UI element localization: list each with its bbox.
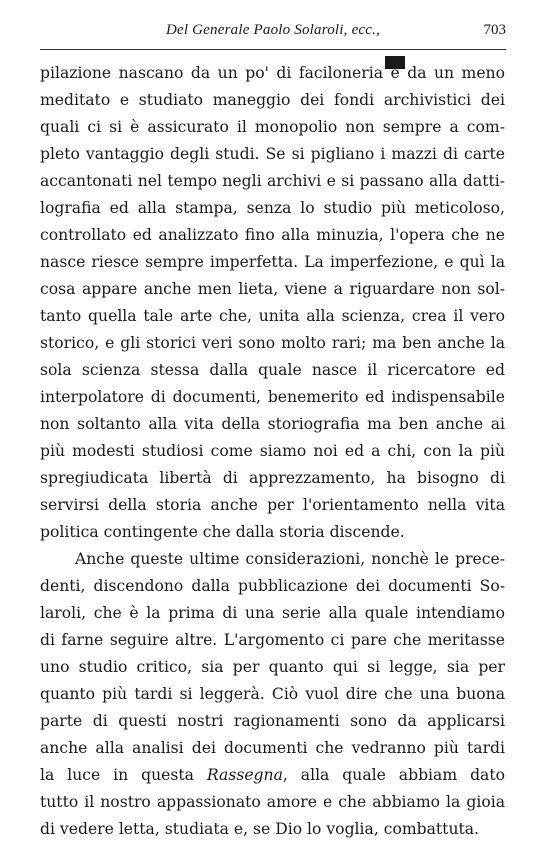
text-line: parte di questi nostri ragionamenti sono da applicarsi (40, 712, 505, 730)
text-line: politica contingente che dalla storia discende. (40, 523, 405, 541)
text-line: tanto quella tale arte che, unita alla scienza, crea il vero (40, 307, 505, 325)
journal-name: Rassegna (206, 766, 283, 784)
page-number: 703 (483, 22, 506, 38)
text-line: meditato e studiato maneggio dei fondi archivistici dei (40, 91, 505, 109)
text-line: servirsi della storia anche per l'orientamento nella vita (40, 496, 505, 514)
text-line: uno studio critico, sia per quanto qui si legge, sia per (40, 658, 505, 676)
text-line: di farne seguire altre. L'argomento ci pare che meritasse (40, 631, 505, 649)
text-line: nasce riesce sempre imperfetta. La imperfezione, e quì la (40, 253, 505, 271)
text-line: la luce in questa Rassegna, alla quale abbiam dato (40, 766, 505, 784)
paragraph-1 (40, 60, 505, 546)
paragraph-2 (40, 546, 505, 843)
text-line: cosa appare anche men lieta, viene a riguardare non sol- (40, 280, 505, 298)
body-text (40, 60, 505, 843)
text-line: più modesti studiosi come siamo noi ed a chi, con la più (40, 442, 505, 460)
text-line: tutto il nostro appassionato amore e che abbiamo la gioia (40, 793, 505, 811)
text-line: controllato ed analizzato fino alla minuzia, l'opera che ne (40, 226, 505, 244)
text-line: quanto più tardi si leggerà. Ciò vuol dire che una buona (40, 685, 505, 703)
text-line: laroli, che è la prima di una serie alla quale intendiamo (40, 604, 505, 622)
text-line: quali ci si è assicurato il monopolio non sempre a com- (40, 118, 505, 136)
text-line: anche alla analisi dei documenti che vedranno più tardi (40, 739, 505, 757)
text-line: denti, discendono dalla pubblicazione dei documenti So- (40, 577, 505, 595)
text-line: interpolatore di documenti, benemerito ed indispensabile (40, 388, 505, 406)
text-line: accantonati nel tempo negli archivi e si passano alla datti- (40, 172, 505, 190)
text-line: sola scienza stessa dalla quale nasce il ricercatore ed (40, 361, 505, 379)
running-head (40, 22, 506, 46)
header-rule (40, 49, 506, 50)
text-line: non soltanto alla vita della storiografia ma ben anche ai (40, 415, 505, 433)
text-line: di vedere letta, studiata e, se Dio lo voglia, combattuta. (40, 820, 480, 838)
text-line: Anche queste ultime considerazioni, nonchè le prece- (75, 550, 505, 568)
text-line: pilazione nascano da un po' di faciloneria e da un meno (40, 64, 505, 82)
text-line: storico, e gli storici veri sono molto rari; ma ben anche la (40, 334, 505, 352)
text-line: lografia ed alla stampa, senza lo studio più meticoloso, (40, 199, 505, 217)
running-title: Del Generale Paolo Solaroli, ecc., (165, 22, 381, 38)
text-line: spregiudicata libertà di apprezzamento, ha bisogno di (40, 469, 505, 487)
text-line: pleto vantaggio degli studi. Se si pigliano i mazzi di carte (40, 145, 505, 163)
